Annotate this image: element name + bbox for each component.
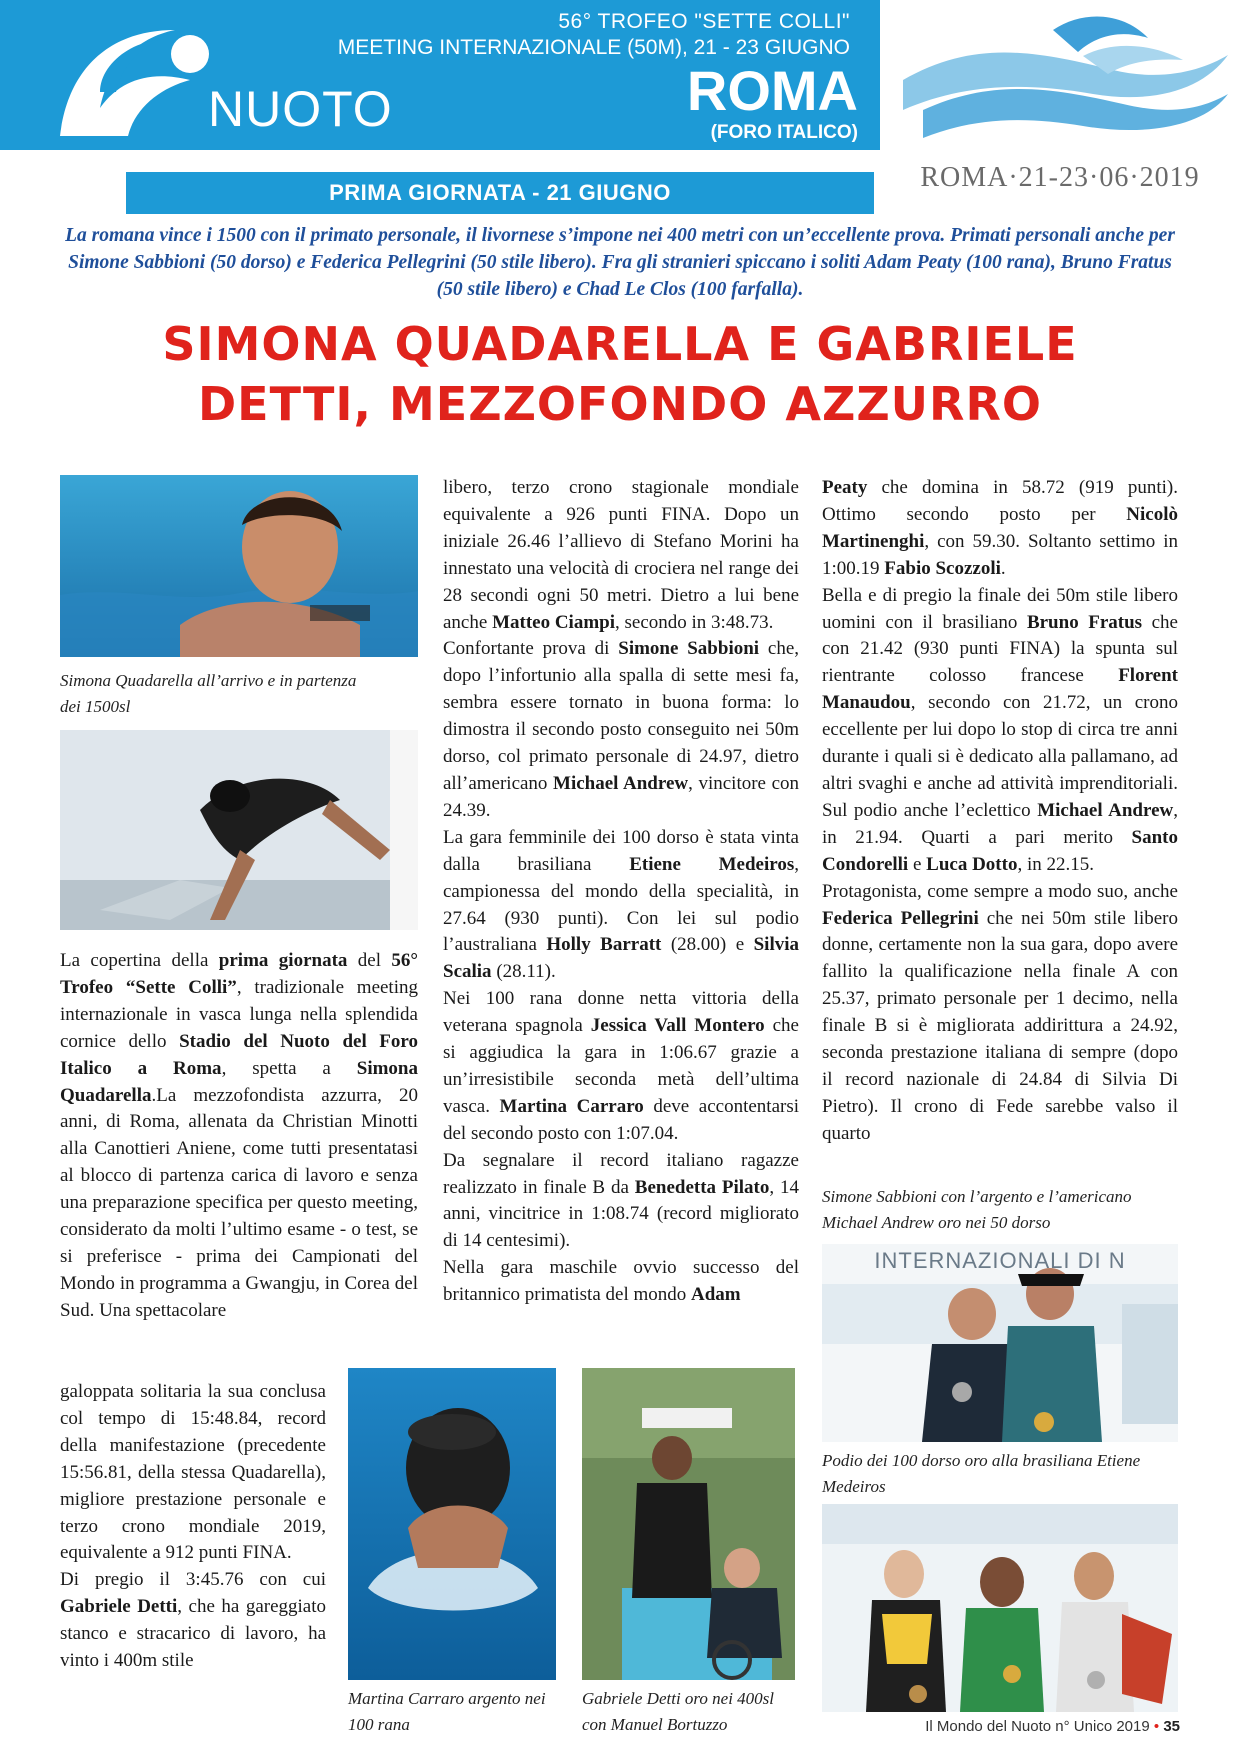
text-run-bold: prima giornata — [218, 950, 348, 971]
text-run-bold: Florent Manaudou — [822, 665, 1178, 714]
text-run-bold: Martina Carraro — [499, 1095, 644, 1117]
caption-photo1: Simona Quadarella all’arrivo e in partenza dei 1500sl — [60, 671, 357, 716]
text-run: , in 21.94. Quarti a pari merito — [822, 799, 1178, 848]
text-run-bold: Michael Andrew — [1037, 799, 1174, 821]
text-run: , in 22.15. — [1017, 853, 1094, 875]
caption-carraro: Martina Carraro argento nei 100 rana — [348, 1689, 546, 1734]
text-run: , tradizionale meeting internazionale in vasca lunga nella splendida cornice dello — [60, 976, 418, 1052]
caption-podio: Podio dei 100 dorso oro alla brasiliana Etiene Medeiros — [822, 1451, 1141, 1496]
text-run-bold: Simona Quadarella — [60, 1057, 418, 1106]
headline-line-1: SIMONA QUADARELLA E GABRIELE — [162, 317, 1078, 371]
col2-paragraph-2 — [443, 636, 799, 824]
text-run: Protagonista, come sempre a modo suo, anche — [822, 880, 1178, 902]
event-logo-date: ROMA·21-23·06·2019 — [920, 162, 1200, 193]
text-run-bold: Benedetta Pilato — [634, 1176, 770, 1198]
text-run-bold: Etiene Medeiros — [629, 853, 795, 875]
text-run: deve accontentarsi del secondo posto con 1:07.04. — [443, 1095, 800, 1144]
text-run: Nei 100 rana donne netta vittoria della veterana spagnola — [443, 988, 799, 1037]
text-run-bold: Santo Condorelli — [822, 826, 1178, 875]
text-run: che domina in 58.72 (919 punti). Ottimo secondo posto per — [822, 477, 1178, 525]
text-run-bold: Luca Dotto — [926, 853, 1018, 875]
text-run: e — [908, 853, 927, 875]
col3-paragraph-3 — [822, 879, 1178, 1148]
text-run: , vincitore con 24.39. — [443, 772, 800, 821]
text-run: .La mezzofondista azzurra, 20 anni, di Roma, allenata da Christian Minotti alla Canottieri Aniene, come tutti presentatasi al blocco di partenza carica di lavoro e senza una preparazione specifica per questo meeting, considerato da molti l’ultimo esame - o test, se si preferisce - prima dei Campionati del Mondo in programma a Gwangju, in Corea del Sud. Una spettacolare — [60, 1084, 418, 1321]
article-column-2 — [443, 475, 799, 1309]
text-run-bold: Stadio del Nuoto del Foro Italico a Roma — [60, 1030, 418, 1079]
text-run: La copertina della — [60, 950, 219, 971]
text-run-bold: Adam — [691, 1284, 741, 1306]
text-run-bold: Federica Pellegrini — [822, 907, 979, 929]
col2-paragraph-5 — [443, 1148, 799, 1256]
text-run: Da segnalare il record italiano ragazze realizzato in finale B da — [443, 1149, 799, 1198]
event-meeting: MEETING INTERNAZIONALE (50M), 21 - 23 GIUGNO — [337, 36, 850, 59]
text-run-bold: Silvia Scalia — [443, 934, 799, 983]
photo-sabbioni-andrew — [822, 1244, 1178, 1442]
text-run: che si aggiudica la gara in 1:06.67 grazie a un’irresistibile seconda metà dell’ultima vasca. — [443, 1015, 799, 1117]
text-run-bold: Bruno Fratus — [1026, 611, 1143, 633]
text-run: , campionessa del mondo della specialità, in 27.64 (930 punti). Con lei sul podio l’australiana — [443, 853, 800, 956]
page-footer — [840, 1718, 1180, 1735]
text-run: che con 21.42 (930 punti FINA) la spunta sul rientrante colosso francese — [822, 611, 1178, 687]
text-run: Nella gara maschile ovvio successo del britannico primatista del mondo — [443, 1257, 799, 1306]
col2-paragraph-4 — [443, 986, 799, 1147]
footer-separator: • — [1153, 1718, 1160, 1735]
col1-paragraph-2 — [60, 1567, 326, 1675]
text-run-bold: Holly Barratt — [546, 934, 662, 956]
text-run: , secondo in 3:48.73. — [615, 611, 774, 633]
text-run-bold: Jessica Vall Montero — [590, 1015, 765, 1037]
photo-quadarella-start — [60, 730, 418, 930]
article-column-1-narrow — [60, 1379, 326, 1675]
photo-carraro — [348, 1368, 556, 1680]
article-column-1 — [60, 948, 418, 1325]
day-bar: PRIMA GIORNATA - 21 GIUGNO — [126, 172, 874, 214]
text-run: Bella e di pregio la finale dei 50m stile libero uomini con il brasiliano — [822, 584, 1178, 633]
article-column-3 — [822, 475, 1178, 1148]
photo-detti — [582, 1368, 795, 1680]
text-run: , che ha gareggiato stanco e stracarico di lavoro, ha vinto i 400m stile — [60, 1596, 327, 1672]
text-run: , con 59.30. Soltanto settimo in 1:00.19 — [822, 530, 1178, 579]
col2-paragraph-1 — [443, 475, 799, 636]
caption-detti: Gabriele Detti oro nei 400sl con Manuel Bortuzzo — [582, 1689, 775, 1734]
photo-quadarella-arrival — [60, 475, 418, 657]
text-run: , 14 anni, vincitrice in 1:08.74 (record migliorato di 14 centesimi). — [443, 1176, 799, 1252]
text-run: La gara femminile dei 100 dorso è stata vinta dalla brasiliana — [443, 826, 799, 875]
page-number: 35 — [1163, 1718, 1180, 1735]
text-run-bold: 56° Trofeo “Sette Colli” — [60, 950, 418, 998]
text-run-bold: Matteo Ciampi — [492, 611, 616, 633]
text-run: (28.11). — [491, 961, 556, 983]
text-run-bold: Nicolò Martinenghi — [822, 503, 1178, 552]
col3-paragraph-2 — [822, 583, 1178, 879]
article-subtitle: La romana vince i 1500 con il primato personale, il livornese s’impone nei 400 metri con un’eccellente prova. Primati personali anche per Simone Sabbioni (50 dorso) e Federica Pellegrini (50 stile libero). Fra gli stranieri spiccano i soliti Adam Peaty (100 rana), Bruno Fratus (50 stile libero) e Chad Le Clos (100 farfalla). — [65, 225, 1175, 300]
event-title: 56° TROFEO "SETTE COLLI" — [558, 10, 850, 33]
text-run: , secondo con 21.72, un crono eccellente per lui dopo lo stop di circa tre anni durante i quali si è dedicato alla pallamano, ad altri svaghi e anche ad attività imprenditoriali. Sul podio anche l’eclettico — [822, 692, 1178, 821]
caption-sabbioni: Simone Sabbioni con l’argento e l’americano Michael Andrew oro nei 50 dorso — [822, 1187, 1132, 1232]
text-run: Confortante prova di — [443, 638, 619, 660]
brand-title: NUOTO — [208, 81, 393, 137]
headline-line-2: DETTI, MEZZOFONDO AZZURRO — [198, 377, 1042, 431]
text-run-bold: Peaty — [822, 477, 868, 498]
text-run: . — [1000, 557, 1006, 579]
text-run: che, dopo l’infortunio alla spalla di sette mesi fa, sembra essere tornato in buona forma: lo dimostra il secondo posto conseguito nei 50m dorso, col primato personale di 24.97, dietro all’americano — [443, 638, 800, 794]
text-run-bold: Gabriele Detti — [60, 1596, 178, 1618]
text-run: che nei 50m stile libero donne, certamente non la sua gara, dopo avere fallito la qualificazione nella finale A con 25.37, primato personale per 1 decimo, nella finale B si è migliorata addirittura a 24.92, seconda prestazione italiana di sempre (dopo il record nazionale di 24.84 di Silvia Di Pietro). Il crono di Fede sarebbe valso il quarto — [822, 907, 1178, 1144]
col1-paragraph-1 — [60, 948, 418, 1325]
text-run-bold: Michael Andrew — [553, 772, 689, 794]
text-run: (28.00) e — [661, 934, 754, 956]
event-venue: (FORO ITALICO) — [710, 122, 858, 143]
col2-paragraph-3 — [443, 825, 799, 986]
text-run: Di pregio il 3:45.76 con cui — [60, 1569, 326, 1591]
col3-paragraph-1 — [822, 475, 1178, 583]
col1-paragraph-1-cont — [60, 1379, 326, 1567]
text-run-bold: Fabio Scozzoli — [884, 557, 1001, 579]
text-run: , spetta a — [221, 1057, 357, 1079]
text-run: del — [347, 950, 392, 971]
text-run: libero, terzo crono stagionale mondiale equivalente a 926 punti FINA. Dopo un iniziale 26.46 l’allievo di Stefano Morini ha innestato una velocità di crociera nel range dei 28 secondi ogni 50 metri. Dietro a lui bene anche — [443, 477, 799, 633]
photo-podio-dorso — [822, 1504, 1178, 1712]
col2-paragraph-6 — [443, 1255, 799, 1309]
text-run-bold: Simone Sabbioni — [618, 638, 760, 660]
footer-magazine: Il Mondo del Nuoto n° Unico 2019 — [925, 1718, 1150, 1735]
article-headline — [40, 314, 1200, 434]
text-run: galoppata solitaria la sua conclusa col tempo di 15:48.84, record della manifestazione (precedente 15:56.81, della stessa Quadarella), migliore prestazione personale e terzo crono mondiale 2019, equivalente a 912 punti FINA. — [60, 1381, 326, 1564]
event-city: ROMA — [686, 59, 858, 122]
photo-banner-text: INTERNAZIONALI DI N — [874, 1248, 1126, 1273]
